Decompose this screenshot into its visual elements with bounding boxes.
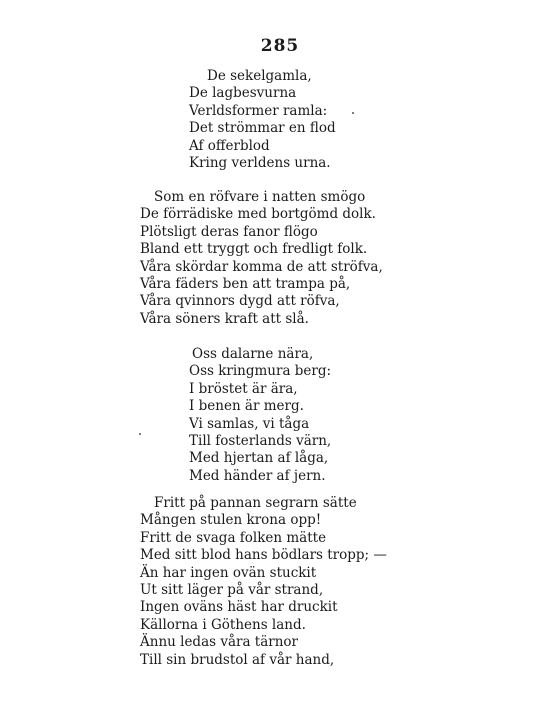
verse-line: Fritt de svaga folken mätte	[140, 529, 327, 546]
verse-line: De förrädiske med bortgömd dolk.	[140, 206, 376, 223]
stanza-2	[140, 189, 383, 328]
verse-line: Mången stulen krona opp!	[140, 512, 322, 529]
verse-line: Till sin brudstol af vår hand,	[140, 651, 335, 668]
verse-line: Med sitt blod hans bödlars tropp; —	[140, 547, 387, 564]
verse-line: Våra qvinnors dygd att röfva,	[140, 293, 340, 310]
verse-line: Oss kringmura berg:	[189, 363, 332, 380]
verse-line: De lagbesvurna	[189, 85, 297, 102]
verse-line: Kring verldens urna.	[189, 154, 331, 171]
verse-line: Med hjertan af låga,	[189, 450, 329, 467]
print-speck	[139, 433, 141, 435]
verse-line: Med händer af jern.	[189, 467, 326, 484]
verse-line: Det strömmar en flod	[189, 120, 336, 137]
verse-line: Som en röfvare i natten smögo	[154, 189, 366, 205]
verse-line: Våra skördar komma de att ströfva,	[140, 258, 383, 275]
verse-line: Verldsformer ramla:	[189, 102, 328, 119]
verse-line: De sekelgamla,	[207, 68, 312, 84]
page-number: 285	[260, 36, 300, 56]
verse-line: Ingen oväns häst har druckit	[140, 599, 338, 616]
verse-line: Källorna i Göthens land.	[140, 616, 306, 633]
verse-line: Plötsligt deras fanor flögo	[140, 223, 318, 240]
verse-line: I bröstet är ära,	[189, 380, 298, 397]
verse-line: Till fosterlands värn,	[189, 432, 332, 449]
print-speck	[352, 112, 354, 114]
verse-line: Bland ett tryggt och fredligt folk.	[140, 241, 368, 258]
verse-line: Våra fäders ben att trampa på,	[140, 275, 351, 292]
verse-line: Ut sitt läger på vår strand,	[140, 581, 324, 598]
verse-line: Fritt på pannan segrarn sätte	[154, 495, 357, 511]
stanza-1	[189, 68, 336, 172]
verse-line: I benen är merg.	[189, 398, 304, 415]
stanza-4	[140, 495, 387, 669]
verse-line: Af offerblod	[189, 137, 270, 154]
verse-line: Vi samlas, vi tåga	[189, 415, 310, 432]
stanza-3	[189, 346, 331, 485]
verse-line: Oss dalarne nära,	[192, 346, 314, 362]
verse-line: Än har ingen ovän stuckit	[140, 564, 317, 581]
verse-line: Våra söners kraft att slå.	[140, 310, 309, 327]
verse-line: Ännu ledas våra tärnor	[140, 634, 299, 651]
